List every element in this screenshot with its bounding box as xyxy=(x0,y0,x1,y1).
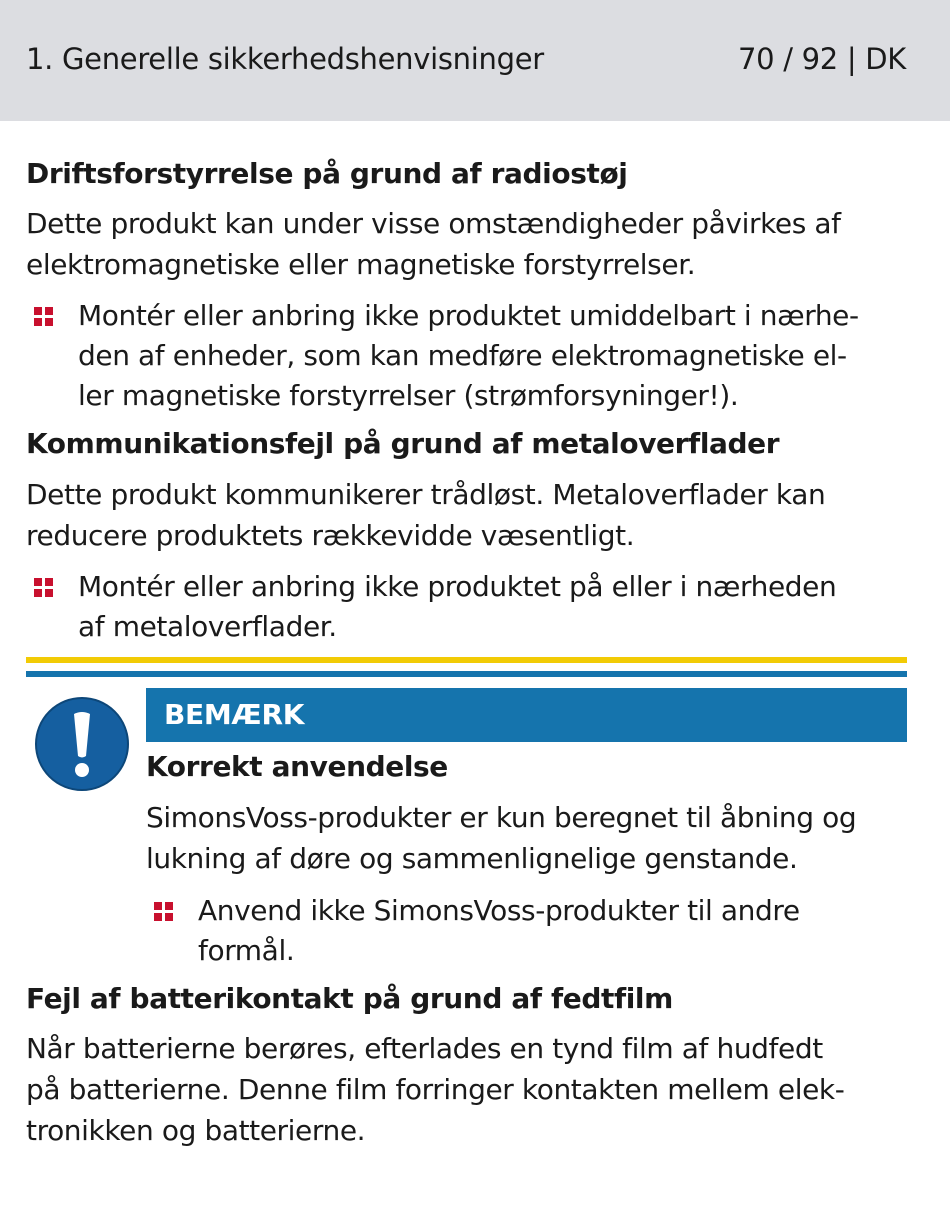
exclamation-circle-icon xyxy=(34,696,130,792)
red-squares-bullet-icon xyxy=(34,578,54,598)
bullet-line: Montér eller anbring ikke produktet på eller i nærheden xyxy=(78,570,837,603)
notice-heading: Korrekt anvendelse xyxy=(146,750,448,783)
body-line: Dette produkt kan under visse omstændigheder påvirkes af xyxy=(26,207,841,240)
page-number: 70 / 92 | DK xyxy=(738,42,906,76)
section-body-metal xyxy=(26,474,908,556)
bullet-line: Anvend ikke SimonsVoss-produkter til andre xyxy=(198,894,800,927)
notice-body xyxy=(146,797,907,879)
body-line: elektromagnetiske eller magnetiske forstyrrelser. xyxy=(26,248,696,281)
page-header xyxy=(0,0,950,121)
bullet-line: den af enheder, som kan medføre elektromagnetiske el- xyxy=(78,339,847,372)
body-line: reducere produktets rækkevidde væsentligt. xyxy=(26,519,635,552)
red-squares-bullet-icon xyxy=(34,307,54,327)
bullet-line: ler magnetiske forstyrrelser (strømforsyninger!). xyxy=(78,379,739,412)
red-squares-bullet-icon xyxy=(154,902,174,922)
body-line: SimonsVoss-produkter er kun beregnet til åbning og xyxy=(146,801,857,834)
chapter-title: 1. Generelle sikkerhedshenvisninger xyxy=(26,42,544,76)
section-body-battery xyxy=(26,1028,908,1151)
notice-rule-yellow xyxy=(26,657,907,663)
section-heading-metal: Kommunikationsfejl på grund af metaloverflader xyxy=(26,427,780,460)
notice-banner xyxy=(146,688,907,742)
body-line: Dette produkt kommunikerer trådløst. Metaloverflader kan xyxy=(26,478,826,511)
body-line: lukning af døre og sammenlignelige genstande. xyxy=(146,842,798,875)
body-line: tronikken og batterierne. xyxy=(26,1114,366,1147)
notice-label: BEMÆRK xyxy=(164,698,305,731)
bullet-line: formål. xyxy=(198,934,295,967)
bullet-line: Montér eller anbring ikke produktet umiddelbart i nærhe- xyxy=(78,299,859,332)
body-line: på batterierne. Denne film forringer kontakten mellem elek- xyxy=(26,1073,845,1106)
section-body-radio xyxy=(26,203,908,285)
bullet-line: af metaloverflader. xyxy=(78,610,337,643)
body-line: Når batterierne berøres, efterlades en tynd film af hudfedt xyxy=(26,1032,823,1065)
section-heading-battery: Fejl af batterikontakt på grund af fedtfilm xyxy=(26,982,673,1015)
notice-rule-blue xyxy=(26,671,907,677)
section-heading-radio: Driftsforstyrrelse på grund af radiostøj xyxy=(26,157,628,190)
